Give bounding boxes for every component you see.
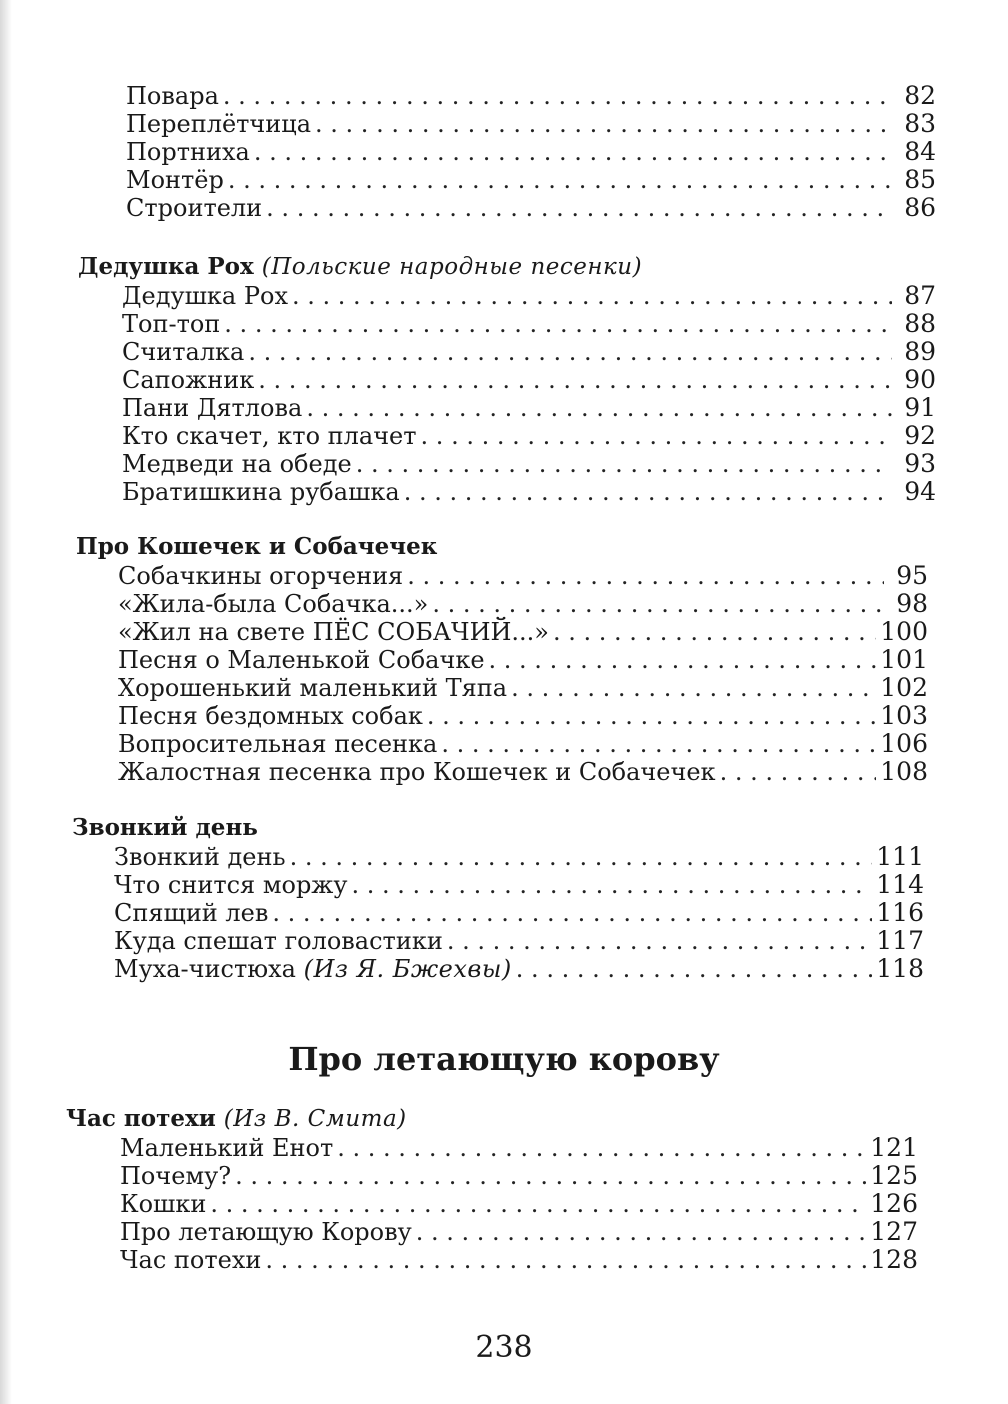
entry-page: 125 xyxy=(870,1161,918,1190)
leader-dots xyxy=(235,1162,866,1190)
toc-entry xyxy=(122,450,936,478)
entry-page: 126 xyxy=(870,1189,918,1218)
entry-title: Сапожник xyxy=(122,366,255,394)
toc-group-zvonkiy-den xyxy=(72,813,924,983)
entry-title: Пани Дятлова xyxy=(122,394,303,422)
entry-title xyxy=(114,955,512,983)
entry-page: 121 xyxy=(870,1133,918,1162)
toc-entry xyxy=(120,1190,918,1218)
toc-entry xyxy=(126,82,936,110)
toc-entry xyxy=(118,590,928,618)
group-title-text: Час потехи xyxy=(66,1105,216,1132)
entry-title: Топ-топ xyxy=(122,310,221,338)
toc-entry xyxy=(122,310,936,338)
toc-entry xyxy=(126,166,936,194)
group-entries xyxy=(72,843,924,983)
entry-title: Повара xyxy=(126,82,219,110)
leader-dots xyxy=(272,899,872,927)
entry-title-text: Муха-чистюха xyxy=(114,955,296,983)
toc-entry xyxy=(120,1218,918,1246)
leader-dots xyxy=(432,590,884,618)
toc-entry xyxy=(114,899,924,927)
toc-entry xyxy=(118,618,928,646)
leader-dots xyxy=(720,758,877,786)
toc-entry xyxy=(118,702,928,730)
entry-page: 102 xyxy=(880,673,928,702)
entry-page: 83 xyxy=(904,109,936,138)
entry-title: Почему? xyxy=(120,1162,232,1190)
toc-entry xyxy=(126,194,936,222)
group-title xyxy=(72,813,924,843)
toc-entry xyxy=(122,366,936,394)
entry-title: Дедушка Рох xyxy=(122,282,288,310)
group-title-note: (Из В. Смита) xyxy=(223,1106,407,1132)
leader-dots xyxy=(356,450,892,478)
entry-page: 108 xyxy=(880,757,928,786)
leader-dots xyxy=(337,1134,866,1162)
leader-dots xyxy=(516,955,872,983)
entry-title: Хорошенький маленький Тяпа xyxy=(118,674,508,702)
leader-dots xyxy=(427,702,876,730)
leader-dots xyxy=(489,646,877,674)
entry-title: «Жил на свете ПЁС СОБАЧИЙ...» xyxy=(118,618,549,646)
group-title-note: (Польские народные песенки) xyxy=(261,254,643,280)
entry-page: 91 xyxy=(904,393,936,422)
leader-dots xyxy=(407,562,884,590)
entry-page: 117 xyxy=(876,926,924,955)
entry-page: 89 xyxy=(904,337,936,366)
toc-entry xyxy=(122,394,936,422)
toc-group-chas-potehi xyxy=(66,1104,918,1274)
page-number: 238 xyxy=(475,1330,533,1365)
entry-title: Звонкий день xyxy=(114,843,286,871)
entry-page: 88 xyxy=(904,309,936,338)
entry-page: 103 xyxy=(880,701,928,730)
leader-dots xyxy=(265,1246,866,1274)
toc-entry xyxy=(118,674,928,702)
entry-page: 106 xyxy=(880,729,928,758)
entry-page: 114 xyxy=(876,870,924,899)
entry-page: 111 xyxy=(876,842,924,871)
entry-page: 127 xyxy=(870,1217,918,1246)
entry-page: 98 xyxy=(896,589,928,618)
leader-dots xyxy=(266,194,892,222)
entry-title: Медведи на обеде xyxy=(122,450,352,478)
leader-dots xyxy=(441,730,876,758)
entry-page: 85 xyxy=(904,165,936,194)
leader-dots xyxy=(224,310,892,338)
entry-page: 116 xyxy=(876,898,924,927)
entry-title-note: (Из Я. Бжехвы) xyxy=(303,955,512,983)
leader-dots xyxy=(404,478,892,506)
entry-title: Про летающую Корову xyxy=(120,1218,412,1246)
entry-page: 100 xyxy=(880,617,928,646)
leader-dots xyxy=(315,110,892,138)
entry-page: 93 xyxy=(904,449,936,478)
group-entries xyxy=(76,562,928,786)
group-title-text: Про Кошечек и Собачечек xyxy=(76,533,438,560)
leader-dots xyxy=(553,618,876,646)
leader-dots xyxy=(511,674,876,702)
section-heading: Про летающую корову xyxy=(288,1040,720,1078)
group-title-text: Дедушка Рох xyxy=(78,253,254,280)
entry-title: Час потехи xyxy=(120,1246,262,1274)
entry-title: Собачкины огорчения xyxy=(118,562,404,590)
leader-dots xyxy=(416,1218,867,1246)
leader-dots xyxy=(292,282,892,310)
toc-entry xyxy=(120,1246,918,1274)
entry-title: Монтёр xyxy=(126,166,224,194)
leader-dots xyxy=(447,927,872,955)
toc-entry xyxy=(122,338,936,366)
toc-entry xyxy=(120,1134,918,1162)
entry-title: Песня о Маленькой Собачке xyxy=(118,646,485,674)
toc-entry xyxy=(114,843,924,871)
entry-title: Жалостная песенка про Кошечек и Собачечек xyxy=(118,758,716,786)
group-title-text: Звонкий день xyxy=(72,814,258,841)
group-entries xyxy=(78,282,936,506)
entry-page: 82 xyxy=(904,81,936,110)
toc-entry xyxy=(118,562,928,590)
leader-dots xyxy=(254,138,892,166)
leader-dots xyxy=(290,843,873,871)
toc-entry xyxy=(120,1162,918,1190)
toc-entry xyxy=(118,758,928,786)
toc-entry xyxy=(114,927,924,955)
leader-dots xyxy=(352,871,873,899)
entry-page: 87 xyxy=(904,281,936,310)
leader-dots xyxy=(228,166,892,194)
toc-entry xyxy=(126,138,936,166)
toc-group-koshechki xyxy=(76,532,928,786)
toc-entry xyxy=(114,955,924,983)
entry-title: Маленький Енот xyxy=(120,1134,334,1162)
entry-page: 128 xyxy=(870,1245,918,1274)
leader-dots xyxy=(306,394,892,422)
entry-page: 86 xyxy=(904,193,936,222)
entry-title: Спящий лев xyxy=(114,899,269,927)
toc-entry xyxy=(118,730,928,758)
entry-page: 118 xyxy=(876,954,924,983)
leader-dots xyxy=(258,366,892,394)
scan-edge-shadow xyxy=(0,0,12,1404)
entry-title: Кошки xyxy=(120,1190,207,1218)
toc-entry xyxy=(114,871,924,899)
entry-title: Куда спешат головастики xyxy=(114,927,443,955)
entry-title: Что снится моржу xyxy=(114,871,348,899)
entry-title: Песня бездомных собак xyxy=(118,702,423,730)
group-title xyxy=(76,532,928,562)
toc-entry xyxy=(122,282,936,310)
entry-title: Портниха xyxy=(126,138,250,166)
leader-dots xyxy=(210,1190,866,1218)
group-title xyxy=(78,252,936,282)
entry-page: 101 xyxy=(880,645,928,674)
entry-title: Кто скачет, кто плачет xyxy=(122,422,417,450)
entry-page: 90 xyxy=(904,365,936,394)
entry-page: 95 xyxy=(896,561,928,590)
entry-title: Вопросительная песенка xyxy=(118,730,438,758)
leader-dots xyxy=(421,422,892,450)
toc-group-dedushka-roh xyxy=(78,252,936,506)
entry-page: 94 xyxy=(904,477,936,506)
entry-title: Переплётчица xyxy=(126,110,312,138)
group-entries xyxy=(66,1134,918,1274)
toc-group-professions xyxy=(126,82,936,222)
toc-entry xyxy=(122,478,936,506)
entry-title: Братишкина рубашка xyxy=(122,478,400,506)
toc-entry xyxy=(122,422,936,450)
group-title xyxy=(66,1104,918,1134)
leader-dots xyxy=(248,338,892,366)
entry-title: Строители xyxy=(126,194,263,222)
entry-title: Считалка xyxy=(122,338,245,366)
entry-title: «Жила-была Собачка...» xyxy=(118,590,429,618)
leader-dots xyxy=(223,82,892,110)
entry-page: 92 xyxy=(904,421,936,450)
toc-entry xyxy=(126,110,936,138)
entry-page: 84 xyxy=(904,137,936,166)
toc-entry xyxy=(118,646,928,674)
